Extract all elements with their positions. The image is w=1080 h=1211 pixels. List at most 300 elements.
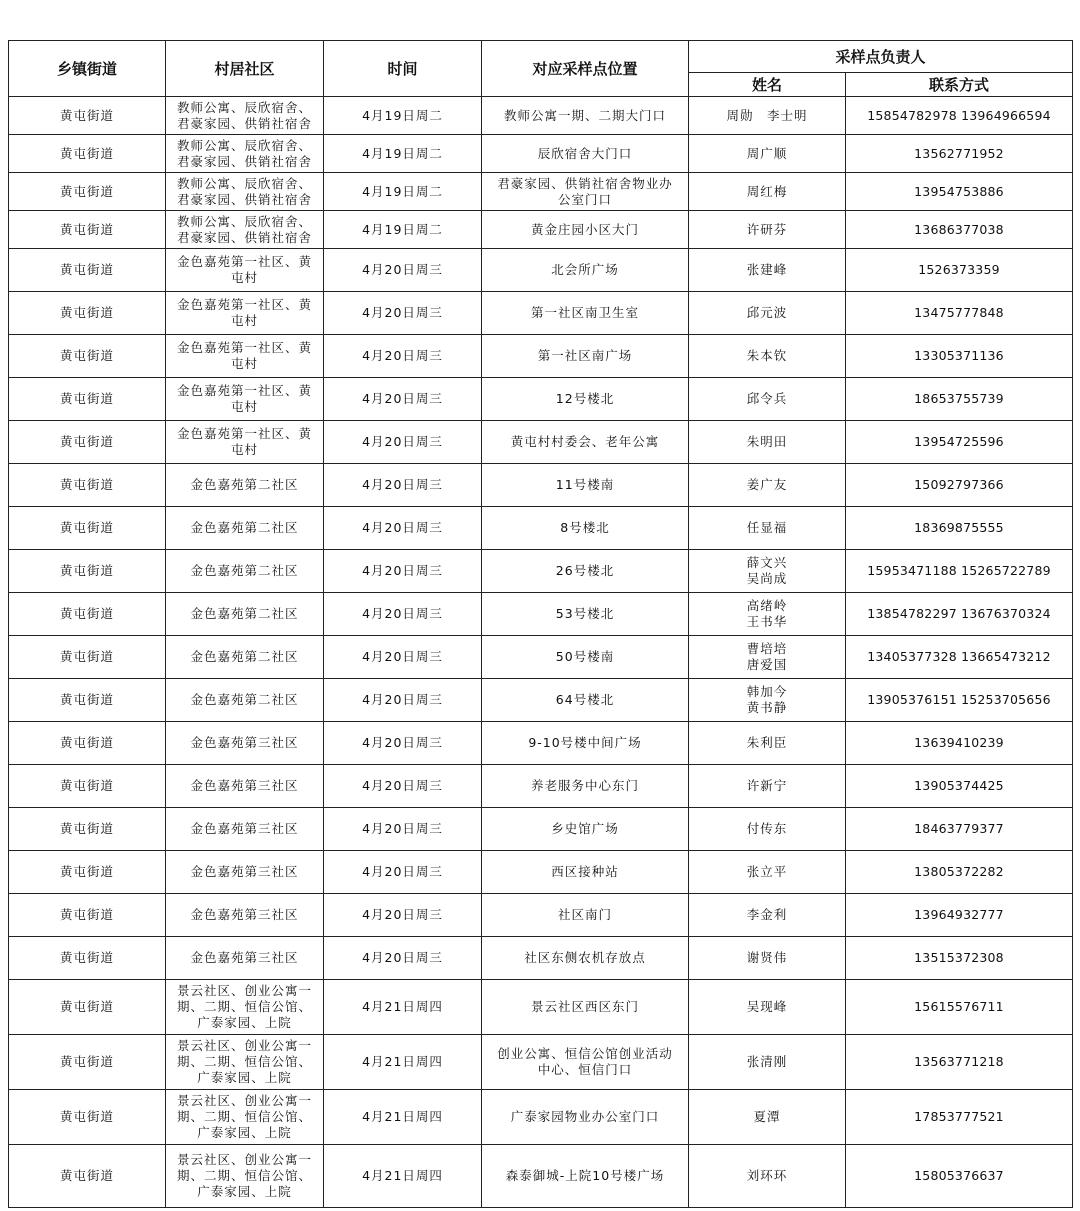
name-cell [689,173,846,211]
name-cell [689,808,846,851]
town-cell: 黄屯街道 [9,980,166,1035]
name-cell [689,378,846,421]
phone-cell-line: 13686377038 [914,221,1004,237]
location-cell-line: 北会所广场 [551,262,619,277]
location-cell-line: 50号楼南 [555,649,615,664]
name-cell-line: 朱利臣 [746,735,788,750]
community-cell [166,97,324,135]
community-cell [166,980,324,1035]
community-cell [166,636,324,679]
location-cell [482,765,689,808]
phone-cell [846,1145,1073,1208]
time-cell: 4月19日周二 [324,97,482,135]
community-cell-line: 君豪家园、供销社宿舍 [176,191,312,207]
community-cell-line: 君豪家园、供销社宿舍 [176,115,312,131]
phone-cell-line: 13905374425 [914,778,1004,793]
table-row [9,851,1073,894]
community-cell-line: 金色嘉苑第一社区、黄 [176,254,312,269]
town-cell: 黄屯街道 [9,808,166,851]
name-cell-line: 张建峰 [746,262,788,277]
town-cell: 黄屯街道 [9,378,166,421]
phone-cell [846,980,1073,1035]
town-cell: 黄屯街道 [9,173,166,211]
location-cell [482,1090,689,1145]
town-cell: 黄屯街道 [9,1035,166,1090]
phone-cell [846,378,1073,421]
header-time: 时间 [324,41,482,97]
time-cell: 4月20日周三 [324,550,482,593]
phone-cell-line: 13954753886 [914,183,1004,199]
name-cell [689,1035,846,1090]
location-cell-line: 森泰御城-上院10号楼广场 [505,1168,665,1183]
name-cell [689,1090,846,1145]
time-cell: 4月20日周三 [324,507,482,550]
community-cell [166,937,324,980]
name-cell-line: 周勋 李士明 [726,107,808,123]
location-cell-line: 社区南门 [557,907,612,922]
town-cell: 黄屯街道 [9,550,166,593]
name-cell [689,335,846,378]
location-cell [482,722,689,765]
town-cell: 黄屯街道 [9,421,166,464]
table-row [9,421,1073,464]
name-cell-line: 许新宁 [746,778,788,793]
location-cell-line: 创业公寓、恒信公馆创业活动 [497,1046,673,1061]
community-cell [166,173,324,211]
phone-cell-line: 13905376151 15253705656 [867,692,1051,707]
phone-cell [846,550,1073,593]
name-cell [689,937,846,980]
community-cell [166,507,324,550]
phone-cell-line: 17853777521 [914,1109,1004,1124]
name-cell-line: 高绪岭 [746,598,788,613]
location-cell-line: 12号楼北 [555,391,615,406]
community-cell-line: 金色嘉苑第二社区 [190,520,299,535]
town-cell: 黄屯街道 [9,937,166,980]
community-cell [166,851,324,894]
table-row [9,722,1073,765]
location-cell-line: 64号楼北 [555,692,615,707]
name-cell-line: 刘环环 [746,1168,788,1183]
time-cell: 4月20日周三 [324,378,482,421]
location-cell [482,292,689,335]
phone-cell [846,1090,1073,1145]
time-cell: 4月19日周二 [324,135,482,173]
name-cell-line: 韩加今 [746,684,788,699]
phone-cell [846,292,1073,335]
location-cell [482,550,689,593]
community-cell-line: 屯村 [230,399,258,414]
time-cell: 4月20日周三 [324,636,482,679]
phone-cell-line: 13954725596 [914,434,1004,449]
location-cell [482,937,689,980]
town-cell: 黄屯街道 [9,97,166,135]
table-row [9,135,1073,173]
phone-cell-line: 18369875555 [914,520,1004,535]
table-row [9,593,1073,636]
location-cell-line: 乡史馆广场 [551,821,619,836]
name-cell-line: 朱本钦 [746,348,788,363]
name-cell-line: 朱明田 [746,434,788,449]
phone-cell-line: 13475777848 [914,305,1004,320]
phone-cell [846,464,1073,507]
community-cell [166,722,324,765]
name-cell-line: 付传东 [746,821,788,836]
location-cell-line: 辰欣宿舍大门口 [537,145,633,161]
community-cell [166,1090,324,1145]
phone-cell-line: 15805376637 [914,1168,1004,1183]
name-cell [689,421,846,464]
community-cell-line: 金色嘉苑第二社区 [190,649,299,664]
community-cell-line: 屯村 [230,442,258,457]
community-cell [166,464,324,507]
community-cell [166,292,324,335]
name-cell-line: 曹培培 [746,641,788,656]
town-cell: 黄屯街道 [9,722,166,765]
table-row [9,1090,1073,1145]
town-cell: 黄屯街道 [9,851,166,894]
community-cell [166,593,324,636]
time-cell: 4月20日周三 [324,249,482,292]
community-cell-line: 景云社区、创业公寓一 [176,1152,312,1167]
location-cell [482,1145,689,1208]
name-cell [689,292,846,335]
table-row [9,97,1073,135]
time-cell: 4月19日周二 [324,211,482,249]
phone-cell [846,97,1073,135]
town-cell: 黄屯街道 [9,894,166,937]
town-cell: 黄屯街道 [9,593,166,636]
name-cell [689,507,846,550]
name-cell [689,550,846,593]
location-cell [482,97,689,135]
phone-cell-line: 18653755739 [914,391,1004,406]
community-cell [166,249,324,292]
time-cell: 4月20日周三 [324,937,482,980]
time-cell: 4月20日周三 [324,765,482,808]
name-cell-line: 黄书静 [746,700,788,715]
time-cell: 4月19日周二 [324,173,482,211]
phone-cell-line: 13964932777 [914,907,1004,922]
name-cell [689,980,846,1035]
table-row [9,550,1073,593]
header-contact: 联系方式 [846,73,1073,97]
time-cell: 4月20日周三 [324,722,482,765]
location-cell [482,1035,689,1090]
community-cell-line: 金色嘉苑第三社区 [190,950,299,965]
town-cell: 黄屯街道 [9,1145,166,1208]
time-cell: 4月20日周三 [324,335,482,378]
community-cell-line: 金色嘉苑第二社区 [190,606,299,621]
town-cell: 黄屯街道 [9,211,166,249]
location-cell-line: 教师公寓一期、二期大门口 [503,107,666,123]
phone-cell [846,421,1073,464]
community-cell-line: 金色嘉苑第三社区 [190,778,299,793]
location-cell-line: 11号楼南 [555,477,615,492]
location-cell [482,894,689,937]
phone-cell-line: 13305371136 [914,348,1004,363]
phone-cell-line: 13515372308 [914,950,1004,965]
community-cell-line: 广泰家园、上院 [197,1125,292,1140]
name-cell [689,636,846,679]
town-cell: 黄屯街道 [9,679,166,722]
community-cell [166,1145,324,1208]
location-cell [482,378,689,421]
header-name: 姓名 [689,73,846,97]
phone-cell-line: 13639410239 [914,735,1004,750]
time-cell: 4月20日周三 [324,679,482,722]
name-cell [689,135,846,173]
phone-cell [846,1035,1073,1090]
location-cell [482,135,689,173]
header-community: 村居社区 [166,41,324,97]
table-row [9,980,1073,1035]
location-cell-line: 53号楼北 [555,606,615,621]
community-cell-line: 期、二期、恒信公馆、 [176,1168,312,1183]
phone-cell [846,851,1073,894]
community-cell-line: 金色嘉苑第二社区 [190,477,299,492]
table-body [9,97,1073,1208]
town-cell: 黄屯街道 [9,135,166,173]
community-cell-line: 期、二期、恒信公馆、 [176,1109,312,1124]
phone-cell [846,808,1073,851]
community-cell-line: 景云社区、创业公寓一 [176,1093,312,1108]
name-cell-line: 周广顺 [746,145,788,161]
name-cell-line: 邱令兵 [746,391,788,406]
time-cell: 4月21日周四 [324,1090,482,1145]
name-cell-line: 吴尚成 [746,571,788,586]
name-cell-line: 薛文兴 [746,555,788,570]
town-cell: 黄屯街道 [9,1090,166,1145]
community-cell-line: 金色嘉苑第一社区、黄 [176,426,312,441]
time-cell: 4月20日周三 [324,593,482,636]
phone-cell-line: 15953471188 15265722789 [867,563,1051,578]
name-cell-line: 任显福 [746,520,788,535]
location-cell [482,335,689,378]
community-cell [166,421,324,464]
name-cell [689,765,846,808]
community-cell [166,335,324,378]
community-cell-line: 金色嘉苑第一社区、黄 [176,340,312,355]
community-cell-line: 广泰家园、上院 [197,1070,292,1085]
name-cell-line: 李金利 [746,907,788,922]
phone-cell [846,135,1073,173]
table-row [9,507,1073,550]
town-cell: 黄屯街道 [9,636,166,679]
location-cell-line: 黄屯村村委会、老年公寓 [510,434,660,449]
community-cell-line: 广泰家园、上院 [197,1015,292,1030]
community-cell-line: 金色嘉苑第一社区、黄 [176,297,312,312]
time-cell: 4月20日周三 [324,851,482,894]
location-cell [482,421,689,464]
name-cell [689,249,846,292]
table-row [9,249,1073,292]
name-cell-line: 唐爱国 [746,657,788,672]
phone-cell-line: 1526373359 [918,262,1000,277]
phone-cell [846,937,1073,980]
community-cell-line: 教师公寓、辰欣宿舍、 [176,175,312,191]
table-row [9,808,1073,851]
community-cell-line: 广泰家园、上院 [197,1184,292,1199]
location-cell [482,593,689,636]
town-cell: 黄屯街道 [9,507,166,550]
table-row [9,464,1073,507]
sampling-schedule-table [8,40,1073,1208]
time-cell: 4月21日周四 [324,980,482,1035]
time-cell: 4月21日周四 [324,1145,482,1208]
name-cell-line: 周红梅 [746,183,788,199]
name-cell-line: 张清刚 [746,1054,788,1069]
community-cell-line: 金色嘉苑第一社区、黄 [176,383,312,398]
name-cell-line: 姜广友 [746,477,788,492]
location-cell-line: 8号楼北 [560,520,610,535]
town-cell: 黄屯街道 [9,335,166,378]
time-cell: 4月20日周三 [324,894,482,937]
phone-cell-line: 15854782978 13964966594 [867,107,1051,123]
location-cell [482,636,689,679]
community-cell-line: 金色嘉苑第三社区 [190,864,299,879]
table-row [9,765,1073,808]
phone-cell [846,211,1073,249]
table-row [9,378,1073,421]
location-cell-line: 黄金庄园小区大门 [530,221,639,237]
town-cell: 黄屯街道 [9,464,166,507]
table-row [9,679,1073,722]
phone-cell [846,636,1073,679]
name-cell [689,851,846,894]
community-cell-line: 金色嘉苑第三社区 [190,735,299,750]
location-cell [482,507,689,550]
location-cell [482,211,689,249]
location-cell-line: 中心、恒信门口 [537,1062,633,1077]
phone-cell-line: 13562771952 [914,145,1004,161]
table-row [9,1035,1073,1090]
phone-cell-line: 18463779377 [914,821,1004,836]
community-cell-line: 景云社区、创业公寓一 [176,983,312,998]
community-cell [166,211,324,249]
community-cell [166,378,324,421]
time-cell: 4月20日周三 [324,464,482,507]
phone-cell [846,593,1073,636]
name-cell [689,722,846,765]
header-location: 对应采样点位置 [482,41,689,97]
phone-cell [846,679,1073,722]
location-cell-line: 社区东侧农机存放点 [524,950,646,965]
town-cell: 黄屯街道 [9,765,166,808]
time-cell: 4月20日周三 [324,808,482,851]
location-cell [482,679,689,722]
location-cell-line: 西区接种站 [551,864,619,879]
community-cell [166,808,324,851]
phone-cell-line: 15092797366 [914,477,1004,492]
location-cell-line: 9-10号楼中间广场 [528,735,642,750]
community-cell-line: 教师公寓、辰欣宿舍、 [176,213,312,229]
table-row [9,636,1073,679]
town-cell: 黄屯街道 [9,292,166,335]
community-cell-line: 教师公寓、辰欣宿舍、 [176,99,312,115]
header-responsible: 采样点负责人 [689,41,1073,73]
table-row [9,173,1073,211]
table-row [9,894,1073,937]
community-cell-line: 期、二期、恒信公馆、 [176,1054,312,1069]
location-cell [482,808,689,851]
name-cell-line: 王书华 [746,614,788,629]
name-cell [689,679,846,722]
phone-cell-line: 13405377328 13665473212 [867,649,1051,664]
name-cell-line: 邱元波 [746,305,788,320]
name-cell-line: 张立平 [746,864,788,879]
community-cell-line: 景云社区、创业公寓一 [176,1038,312,1053]
name-cell-line: 吴现峰 [746,999,788,1014]
name-cell-line: 许研芬 [746,221,788,237]
location-cell [482,249,689,292]
location-cell-line: 景云社区西区东门 [530,999,639,1014]
name-cell-line: 谢贤伟 [746,950,788,965]
community-cell-line: 金色嘉苑第三社区 [190,821,299,836]
location-cell-line: 君豪家园、供销社宿舍物业办 [497,175,673,191]
location-cell-line: 第一社区南广场 [537,348,633,363]
name-cell [689,97,846,135]
header-town: 乡镇街道 [9,41,166,97]
name-cell [689,894,846,937]
community-cell [166,550,324,593]
phone-cell [846,173,1073,211]
time-cell: 4月20日周三 [324,292,482,335]
community-cell-line: 金色嘉苑第二社区 [190,563,299,578]
table-row [9,292,1073,335]
community-cell [166,679,324,722]
community-cell-line: 金色嘉苑第三社区 [190,907,299,922]
phone-cell-line: 13854782297 13676370324 [867,606,1051,621]
table-header [9,41,1073,97]
location-cell [482,464,689,507]
phone-cell-line: 13563771218 [914,1054,1004,1069]
name-cell-line: 夏潭 [753,1109,781,1124]
location-cell-line: 广泰家园物业办公室门口 [510,1109,660,1124]
community-cell [166,765,324,808]
phone-cell [846,335,1073,378]
table-row [9,1145,1073,1208]
community-cell-line: 君豪家园、供销社宿舍 [176,229,312,245]
town-cell: 黄屯街道 [9,249,166,292]
table-row [9,937,1073,980]
community-cell-line: 屯村 [230,270,258,285]
phone-cell [846,507,1073,550]
name-cell [689,464,846,507]
phone-cell [846,765,1073,808]
location-cell-line: 26号楼北 [555,563,615,578]
phone-cell-line: 15615576711 [914,999,1004,1014]
community-cell [166,135,324,173]
location-cell-line: 养老服务中心东门 [530,778,639,793]
name-cell [689,593,846,636]
phone-cell [846,249,1073,292]
community-cell-line: 屯村 [230,313,258,328]
community-cell-line: 君豪家园、供销社宿舍 [176,153,312,169]
phone-cell [846,722,1073,765]
name-cell [689,1145,846,1208]
community-cell-line: 教师公寓、辰欣宿舍、 [176,137,312,153]
location-cell [482,851,689,894]
community-cell-line: 金色嘉苑第二社区 [190,692,299,707]
community-cell-line: 期、二期、恒信公馆、 [176,999,312,1014]
community-cell [166,1035,324,1090]
location-cell-line: 公室门口 [557,191,612,207]
location-cell-line: 第一社区南卫生室 [530,305,639,320]
table-row [9,335,1073,378]
name-cell [689,211,846,249]
community-cell [166,894,324,937]
